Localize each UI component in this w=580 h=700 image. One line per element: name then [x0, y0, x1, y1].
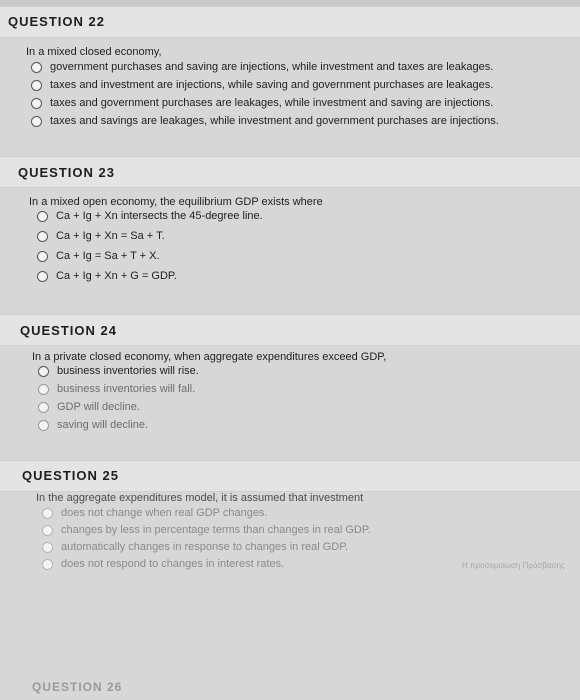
option-label: taxes and savings are leakages, while investment and government purchases are injections. — [50, 115, 499, 127]
next-question-title: QUESTION 26 — [32, 680, 123, 694]
radio-button[interactable] — [38, 384, 49, 395]
radio-button[interactable] — [38, 420, 49, 431]
radio-button[interactable] — [31, 98, 42, 109]
option-label: does not change when real GDP changes. — [61, 507, 268, 519]
answer-option[interactable] — [31, 97, 493, 109]
question-title: QUESTION 25 — [22, 468, 119, 483]
radio-button[interactable] — [31, 80, 42, 91]
option-label: business inventories will rise. — [57, 365, 199, 377]
option-label: saving will decline. — [57, 419, 149, 431]
radio-button[interactable] — [42, 542, 53, 553]
radio-button[interactable] — [38, 402, 49, 413]
answer-option[interactable] — [37, 210, 263, 222]
answer-option[interactable] — [38, 401, 140, 413]
option-label: Ca + Ig + Xn intersects the 45-degree line. — [56, 210, 263, 222]
answer-option[interactable] — [31, 115, 499, 127]
answer-option[interactable] — [42, 558, 284, 570]
option-label: government purchases and saving are injections, while investment and taxes are leakages. — [50, 61, 494, 73]
option-label: taxes and government purchases are leakages, while investment and saving are injections. — [50, 97, 494, 109]
answer-option[interactable] — [38, 365, 199, 377]
question-title: QUESTION 22 — [8, 14, 105, 29]
option-label: Ca + Ig + Xn + G = GDP. — [56, 270, 177, 282]
answer-option[interactable] — [38, 419, 148, 431]
question-stem: In a private closed economy, when aggregate expenditures exceed GDP, — [32, 351, 387, 363]
option-label: automatically changes in response to changes in real GDP. — [61, 541, 349, 553]
question-title: QUESTION 23 — [18, 165, 115, 180]
radio-button[interactable] — [42, 508, 53, 519]
radio-button[interactable] — [37, 271, 48, 282]
answer-option[interactable] — [37, 250, 160, 262]
option-label: taxes and investment are injections, while saving and government purchases are leakages. — [50, 79, 494, 91]
answer-option[interactable] — [38, 383, 195, 395]
answer-option[interactable] — [37, 230, 165, 242]
answer-option[interactable] — [31, 79, 493, 91]
radio-button[interactable] — [37, 231, 48, 242]
answer-option[interactable] — [42, 541, 348, 553]
question-stem: In a mixed open economy, the equilibrium GDP exists where — [29, 196, 323, 208]
answer-option[interactable] — [42, 524, 371, 536]
answer-option[interactable] — [31, 61, 493, 73]
question-stem: In the aggregate expenditures model, it is assumed that investment — [36, 492, 364, 504]
option-label: Ca + Ig = Sa + T + X. — [56, 250, 160, 262]
option-label: does not respond to changes in interest rates. — [61, 558, 285, 570]
option-label: changes by less in percentage terms than changes in real GDP. — [61, 524, 371, 536]
radio-button[interactable] — [42, 525, 53, 536]
radio-button[interactable] — [37, 211, 48, 222]
option-label: business inventories will fall. — [57, 383, 196, 395]
question-title: QUESTION 24 — [20, 323, 117, 338]
radio-button[interactable] — [38, 366, 49, 377]
radio-button[interactable] — [31, 62, 42, 73]
radio-button[interactable] — [31, 116, 42, 127]
radio-button[interactable] — [37, 251, 48, 262]
option-label: GDP will decline. — [57, 401, 140, 413]
side-text: Η προσομοίωση Πρόσβασης — [462, 561, 565, 570]
question-stem: In a mixed closed economy, — [26, 46, 162, 58]
option-label: Ca + Ig + Xn = Sa + T. — [56, 230, 165, 242]
radio-button[interactable] — [42, 559, 53, 570]
answer-option[interactable] — [37, 270, 177, 282]
answer-option[interactable] — [42, 507, 268, 519]
